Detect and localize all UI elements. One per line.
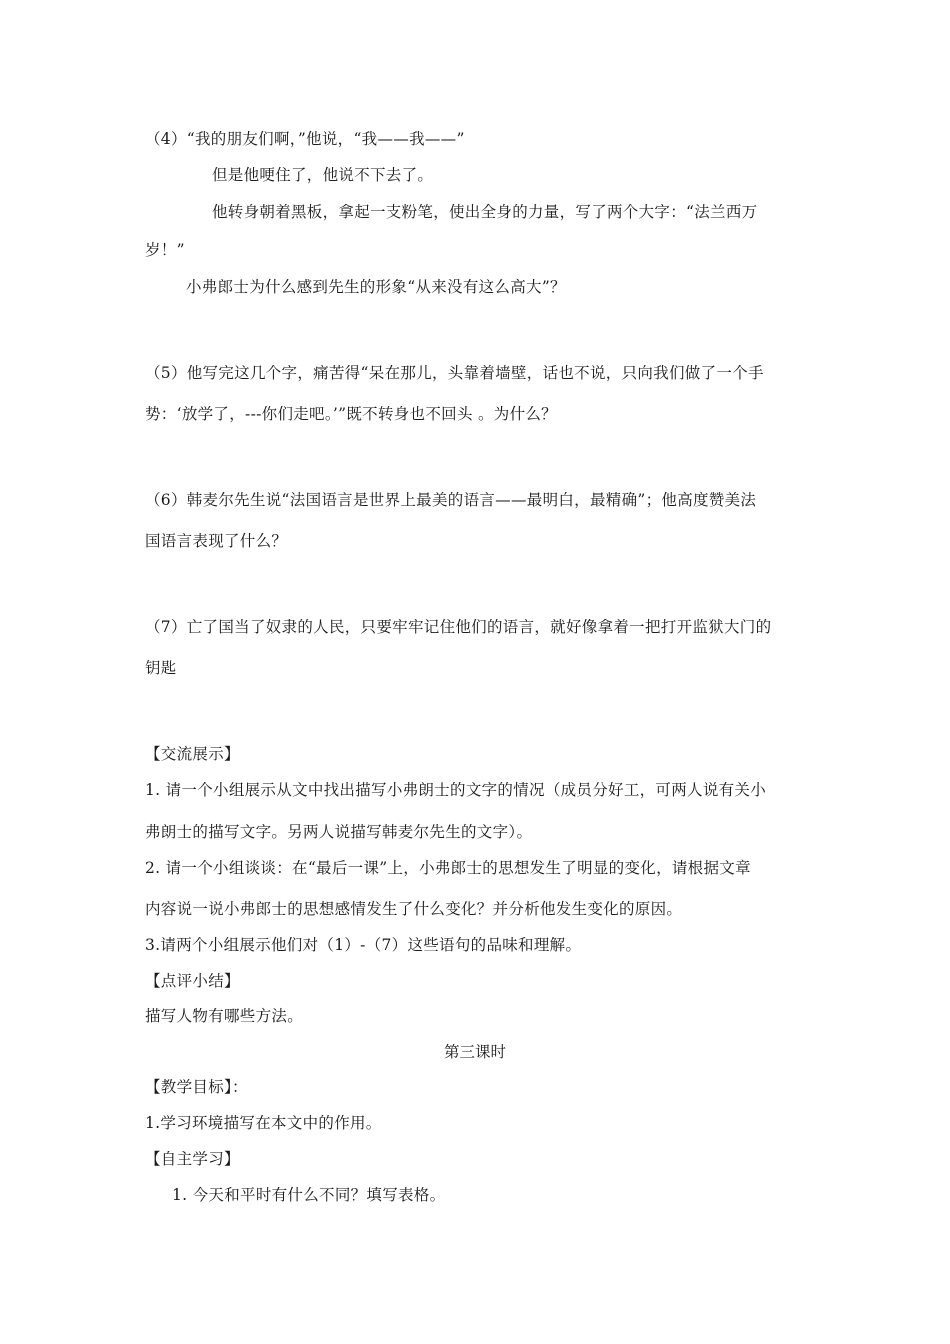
exchange-item1-line2: 弗朗士的描写文字。另两人说描写韩麦尔先生的文字）。: [145, 823, 533, 841]
goals-heading: 【教学目标】：: [145, 1078, 248, 1096]
q5-line1: （5）他写完这几个字，痛苦得“呆在那儿，头靠着墙壁，话也不说，只向我们做了一个手: [145, 364, 764, 382]
q6-line2: 国语言表现了什么？: [145, 532, 288, 550]
q4-line4: 岁！”: [145, 241, 185, 259]
q5-line2: 势：‘放学了，---你们走吧。’”既不转身也不回头 。为什么？: [145, 405, 557, 423]
exchange-item2-line1: 2. 请一个小组谈谈：在“最后一课”上，小弗郎士的思想发生了明显的变化，请根据文章: [145, 859, 751, 877]
q4-question: 小弗郎士为什么感到先生的形象“从来没有这么高大”？: [186, 278, 566, 296]
review-text: 描写人物有哪些方法。: [145, 1007, 304, 1025]
exchange-heading: 【交流展示】: [145, 745, 240, 763]
q4-line2: 但是他哽住了，他说不下去了。: [212, 166, 434, 184]
q7-line1: （7）亡了国当了奴隶的人民，只要牢牢记住他们的语言，就好像拿着一把打开监狱大门的: [145, 618, 772, 636]
exchange-item1-line1: 1. 请一个小组展示从文中找出描写小弗朗士的文字的情况（成员分好工，可两人说有关小: [145, 781, 767, 799]
exchange-item3: 3.请两个小组展示他们对（1）-（7）这些语句的品味和理解。: [145, 936, 582, 954]
self-study-item-1: 1. 今天和平时有什么不同？填写表格。: [172, 1186, 446, 1204]
q4-line1: （4）“我的朋友们啊，”他说，“我——我——”: [145, 130, 465, 148]
q6-line1: （6）韩麦尔先生说“法国语言是世界上最美的语言——最明白，最精确”；他高度赞美法: [145, 491, 757, 509]
review-heading: 【点评小结】: [145, 972, 240, 990]
lesson3-title: 第三课时: [443, 1043, 506, 1061]
q4-line3: 他转身朝着黑板，拿起一支粉笔，使出全身的力量，写了两个大字：“法兰西万: [212, 203, 758, 221]
self-study-heading: 【自主学习】: [145, 1150, 240, 1168]
exchange-item2-line2: 内容说一说小弗郎士的思想感情发生了什么变化？并分析他发生变化的原因。: [145, 900, 683, 918]
q7-line2: 钥匙: [145, 659, 177, 677]
goal-item-1: 1.学习环境描写在本文中的作用。: [145, 1114, 382, 1132]
